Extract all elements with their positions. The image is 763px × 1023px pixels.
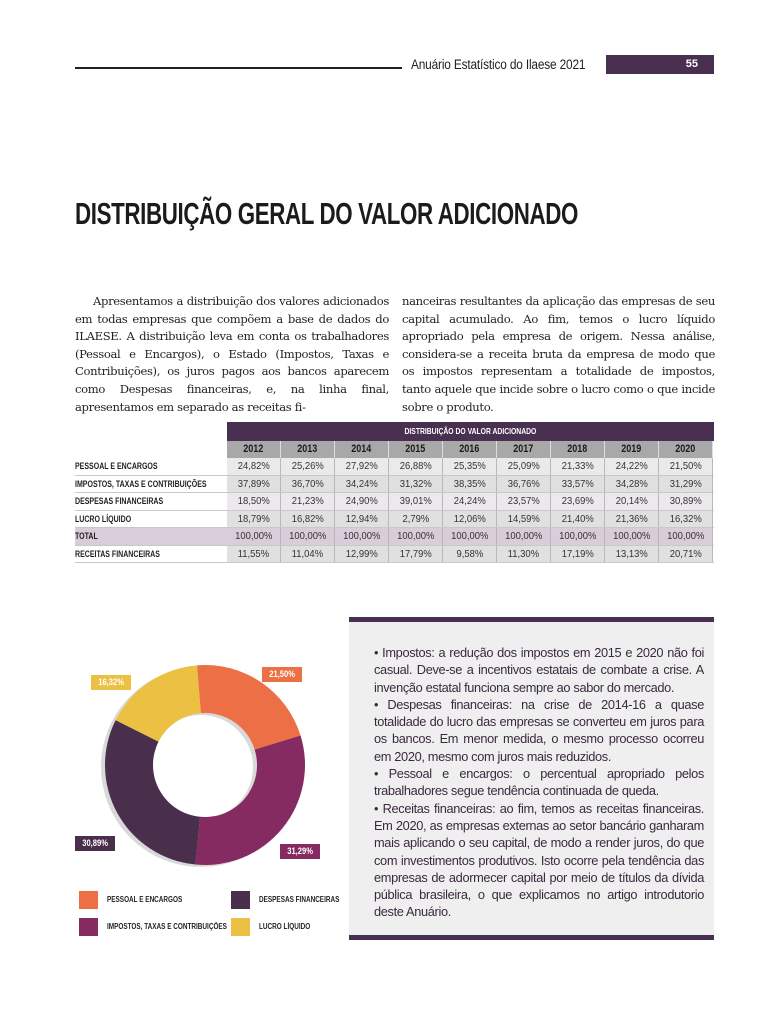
label-pessoal: 21,50%	[262, 667, 302, 682]
row-label: PESSOAL E ENCARGOS	[75, 461, 158, 471]
table-cell: 20,14%	[605, 493, 659, 510]
table-row	[75, 511, 714, 529]
analysis-item: • Despesas financeiras: na crise de 2014-16 a quase totalidade do lucro das empresas se converteu em juros para os bancos. Em menor medida, o mesmo processo ocorreu em 2020, mesmo com juros mais reduzidos.	[374, 696, 704, 764]
table-cell: 11,04%	[281, 546, 335, 563]
analysis-item: • Pessoal e encargos: o percentual apropriado pelos trabalhadores segue tendência continuada de queda.	[374, 766, 704, 799]
year-header: 2017	[497, 441, 551, 458]
table-cell: 12,94%	[335, 511, 389, 528]
table-cell: 36,76%	[497, 476, 551, 493]
analysis-sidebox	[349, 617, 714, 940]
table-cell: 2,79%	[389, 511, 443, 528]
year-header: 2020	[659, 441, 713, 458]
table-cell: 26,88%	[389, 458, 443, 475]
year-header: 2015	[389, 441, 443, 458]
table-cell: 100,00%	[551, 528, 605, 545]
table-cell: 39,01%	[389, 493, 443, 510]
table-cell: 24,82%	[227, 458, 281, 475]
table-cell: 11,30%	[497, 546, 551, 563]
table-title: DISTRIBUIÇÃO DO VALOR ADICIONADO	[227, 422, 714, 441]
year-header: 2016	[443, 441, 497, 458]
row-label: DESPESAS FINANCEIRAS	[75, 496, 164, 506]
table-cell: 12,99%	[335, 546, 389, 563]
swatch-icon	[79, 918, 98, 936]
header-rule	[75, 67, 402, 69]
table-cell: 31,32%	[389, 476, 443, 493]
table-cell: 100,00%	[443, 528, 497, 545]
table-cell: 38,35%	[443, 476, 497, 493]
row-label: TOTAL	[75, 528, 227, 545]
table-row	[75, 528, 714, 546]
table-cell: 30,89%	[659, 493, 713, 510]
table-cell: 16,32%	[659, 511, 713, 528]
year-header: 2018	[551, 441, 605, 458]
table-cell: 100,00%	[605, 528, 659, 545]
table-cell: 21,50%	[659, 458, 713, 475]
row-label: IMPOSTOS, TAXAS E CONTRIBUIÇÕES	[75, 478, 207, 489]
table-cell: 20,71%	[659, 546, 713, 563]
table-cell: 100,00%	[497, 528, 551, 545]
table-cell: 37,89%	[227, 476, 281, 493]
table-cell: 11,55%	[227, 546, 281, 563]
donut-slice	[105, 720, 200, 864]
page-title: DISTRIBUIÇÃO GERAL DO VALOR ADICIONADO	[75, 196, 578, 231]
table-cell: 18,79%	[227, 511, 281, 528]
year-header: 2013	[281, 441, 335, 458]
donut-chart	[100, 660, 310, 875]
intro-column-1: Apresentamos a distribuição dos valores adicionados em todas empresas que compõem a base de dados do ILAESE. A distribuição leva em conta os trabalhadores (Pessoal e Encargos), o Estado (Impostos, Taxas e Contribuições), os juros pagos aos bancos aparecem como Despesas financeiras, e, na linha final, apresentamos em separado as receitas fi-	[75, 294, 389, 414]
table-cell: 33,57%	[551, 476, 605, 493]
year-header: 2014	[335, 441, 389, 458]
intro-column-2: nanceiras resultantes da aplicação das empresas de seu capital acumulado. Ao fim, temos o lucro líquido apropriado pela empresa de origem. Nessa análise, considera-se a receita bruta da empresa de modo que os impostos representam a totalidade de impostos, tanto aquele que incide sobre o lucro como o que incide sobre o produto.	[402, 294, 715, 414]
table-cell: 100,00%	[227, 528, 281, 545]
analysis-item: • Receitas financeiras: ao fim, temos as receitas financeiras. Em 2020, as empresas externas ao setor bancário ganharam mais aplicando o seu capital, de modo a render juros, do que com investimentos produtivos. Isto ocorre pela tendência das empresas de adormecer capital por meio de títulos da dívida pública brasileira, o que explicamos no artigo introdutorio deste Anuário.	[374, 800, 704, 920]
table-cell: 17,79%	[389, 546, 443, 563]
table-row	[75, 476, 714, 494]
swatch-icon	[79, 891, 98, 909]
table-cell: 25,26%	[281, 458, 335, 475]
table-row	[75, 493, 714, 511]
table-cell: 16,82%	[281, 511, 335, 528]
table-cell: 31,29%	[659, 476, 713, 493]
table-cell: 21,33%	[551, 458, 605, 475]
table-cell: 34,24%	[335, 476, 389, 493]
table-cell: 36,70%	[281, 476, 335, 493]
table-cell: 24,24%	[443, 493, 497, 510]
table-cell: 100,00%	[659, 528, 713, 545]
swatch-icon	[231, 891, 250, 909]
table-cell: 100,00%	[281, 528, 335, 545]
table-cell: 23,69%	[551, 493, 605, 510]
year-header: 2012	[227, 441, 281, 458]
table-cell: 100,00%	[335, 528, 389, 545]
label-despesas: 30,89%	[75, 836, 115, 851]
value-distribution-table	[75, 422, 714, 563]
table-cell: 18,50%	[227, 493, 281, 510]
table-cell: 24,22%	[605, 458, 659, 475]
table-cell: 12,06%	[443, 511, 497, 528]
analysis-text	[374, 644, 704, 921]
table-row	[75, 458, 714, 476]
table-cell: 21,40%	[551, 511, 605, 528]
publication-title: Anuário Estatístico do Ilaese 2021	[411, 57, 586, 72]
row-label: RECEITAS FINANCEIRAS	[75, 548, 160, 559]
page-number: 55	[606, 55, 714, 74]
swatch-icon	[231, 918, 250, 936]
table-cell: 17,19%	[551, 546, 605, 563]
table-cell: 21,36%	[605, 511, 659, 528]
table-cell: 25,35%	[443, 458, 497, 475]
analysis-item: • Impostos: a redução dos impostos em 2015 e 2020 não foi casual. Deve-se a incentivos estatais de combate a crise. A invenção estatal funciona sempre ao sabor do mercado.	[374, 645, 704, 695]
table-cell: 14,59%	[497, 511, 551, 528]
row-label: LUCRO LÍQUIDO	[75, 513, 132, 524]
label-impostos: 31,29%	[280, 844, 320, 859]
table-cell: 25,09%	[497, 458, 551, 475]
year-header: 2019	[605, 441, 659, 458]
table-cell: 24,90%	[335, 493, 389, 510]
table-cell: 23,57%	[497, 493, 551, 510]
table-row	[75, 546, 714, 564]
table-header-row	[75, 441, 714, 458]
table-cell: 13,13%	[605, 546, 659, 563]
table-cell: 100,00%	[389, 528, 443, 545]
table-cell: 27,92%	[335, 458, 389, 475]
table-cell: 21,23%	[281, 493, 335, 510]
table-cell: 34,28%	[605, 476, 659, 493]
table-cell: 9,58%	[443, 546, 497, 563]
label-lucro: 16,32%	[91, 675, 131, 690]
